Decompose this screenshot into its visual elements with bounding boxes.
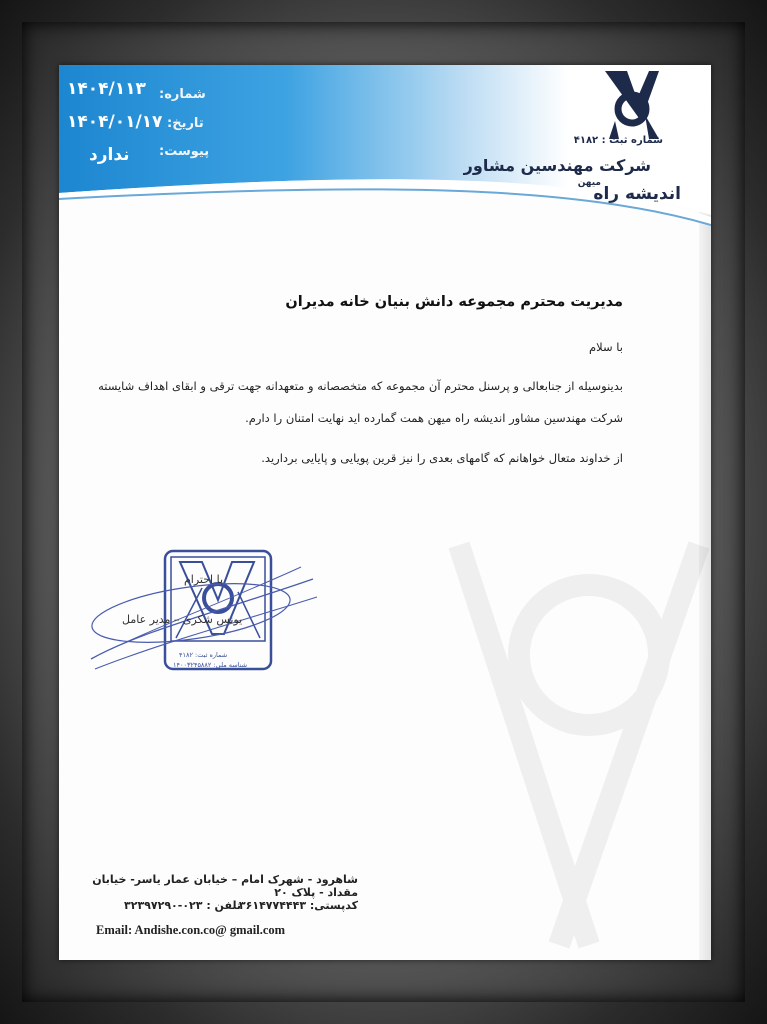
- closing: با احترام: [184, 573, 224, 586]
- letter-paper: [59, 65, 711, 960]
- paragraph-2: از خداوند متعال خواهانم که گامهای بعدی را نیز قرین پویایی و پایایی بردارید.: [261, 451, 623, 465]
- date-value: ۱۴۰۴/۰۱/۱۷: [67, 112, 163, 132]
- addressee: مدیریت محترم مجموعه دانش بنیان خانه مدیران: [285, 294, 623, 310]
- greeting: با سلام: [589, 340, 623, 354]
- phone-label: تلفن :: [206, 899, 241, 912]
- footer-email: Email: Andishe.con.co@ gmail.com: [96, 923, 286, 937]
- paragraph-1-line-1: بدینوسیله از جنابعالی و پرسنل محترم آن مجموعه که متخصصانه و متعهدانه جهت ترقی و ابقای اهداف شایسته: [98, 379, 623, 393]
- number-label: شماره:: [159, 87, 206, 102]
- stamp-national-id: شناسه ملی: ۱۴۰۰۳۲۴۵۸۸۲: [173, 661, 248, 669]
- company-name-line2: اندیشه راه: [593, 184, 681, 204]
- company-name-small: میهن: [577, 178, 601, 188]
- stamp-registration: شماره ثبت: ۴۱۸۲: [179, 651, 228, 659]
- signer-name: یونس شکری – مدیر عامل: [122, 613, 243, 626]
- number-value: ۱۴۰۴/۱۱۳: [67, 79, 146, 99]
- watermark-logo: [439, 535, 711, 955]
- postal-label: کدپستی:: [309, 899, 358, 912]
- number-value-wrap: [67, 79, 146, 99]
- number-field: [159, 83, 206, 102]
- company-name-line1: شرکت مهندسین مشاور: [463, 156, 651, 175]
- phone-value: ۰۲۳-۳۲۳۹۷۲۹۰: [124, 899, 203, 912]
- attachment-value: ندارد: [89, 145, 130, 165]
- footer-phone: [124, 899, 241, 912]
- date-value-wrap: [67, 112, 162, 132]
- footer-address: شاهرود - شهرک امام – خیابان عمار یاسر- خیابان مقداد - پلاک ۲۰: [92, 873, 358, 899]
- registration-number: شماره ثبت : ۴۱۸۲: [573, 135, 663, 146]
- footer-postal: [239, 899, 358, 912]
- paragraph-1-line-2: شرکت مهندسین مشاور اندیشه راه میهن همت گمارده اید نهایت امتنان را دارم.: [245, 411, 623, 425]
- date-field: [167, 112, 204, 131]
- attachment-value-wrap: [89, 145, 130, 165]
- date-label: تاریخ:: [167, 116, 204, 131]
- attachment-field: [159, 140, 209, 159]
- attachment-label: پیوست:: [159, 144, 210, 159]
- postal-value: ۳۶۱۴۷۷۴۴۴۳: [238, 899, 307, 912]
